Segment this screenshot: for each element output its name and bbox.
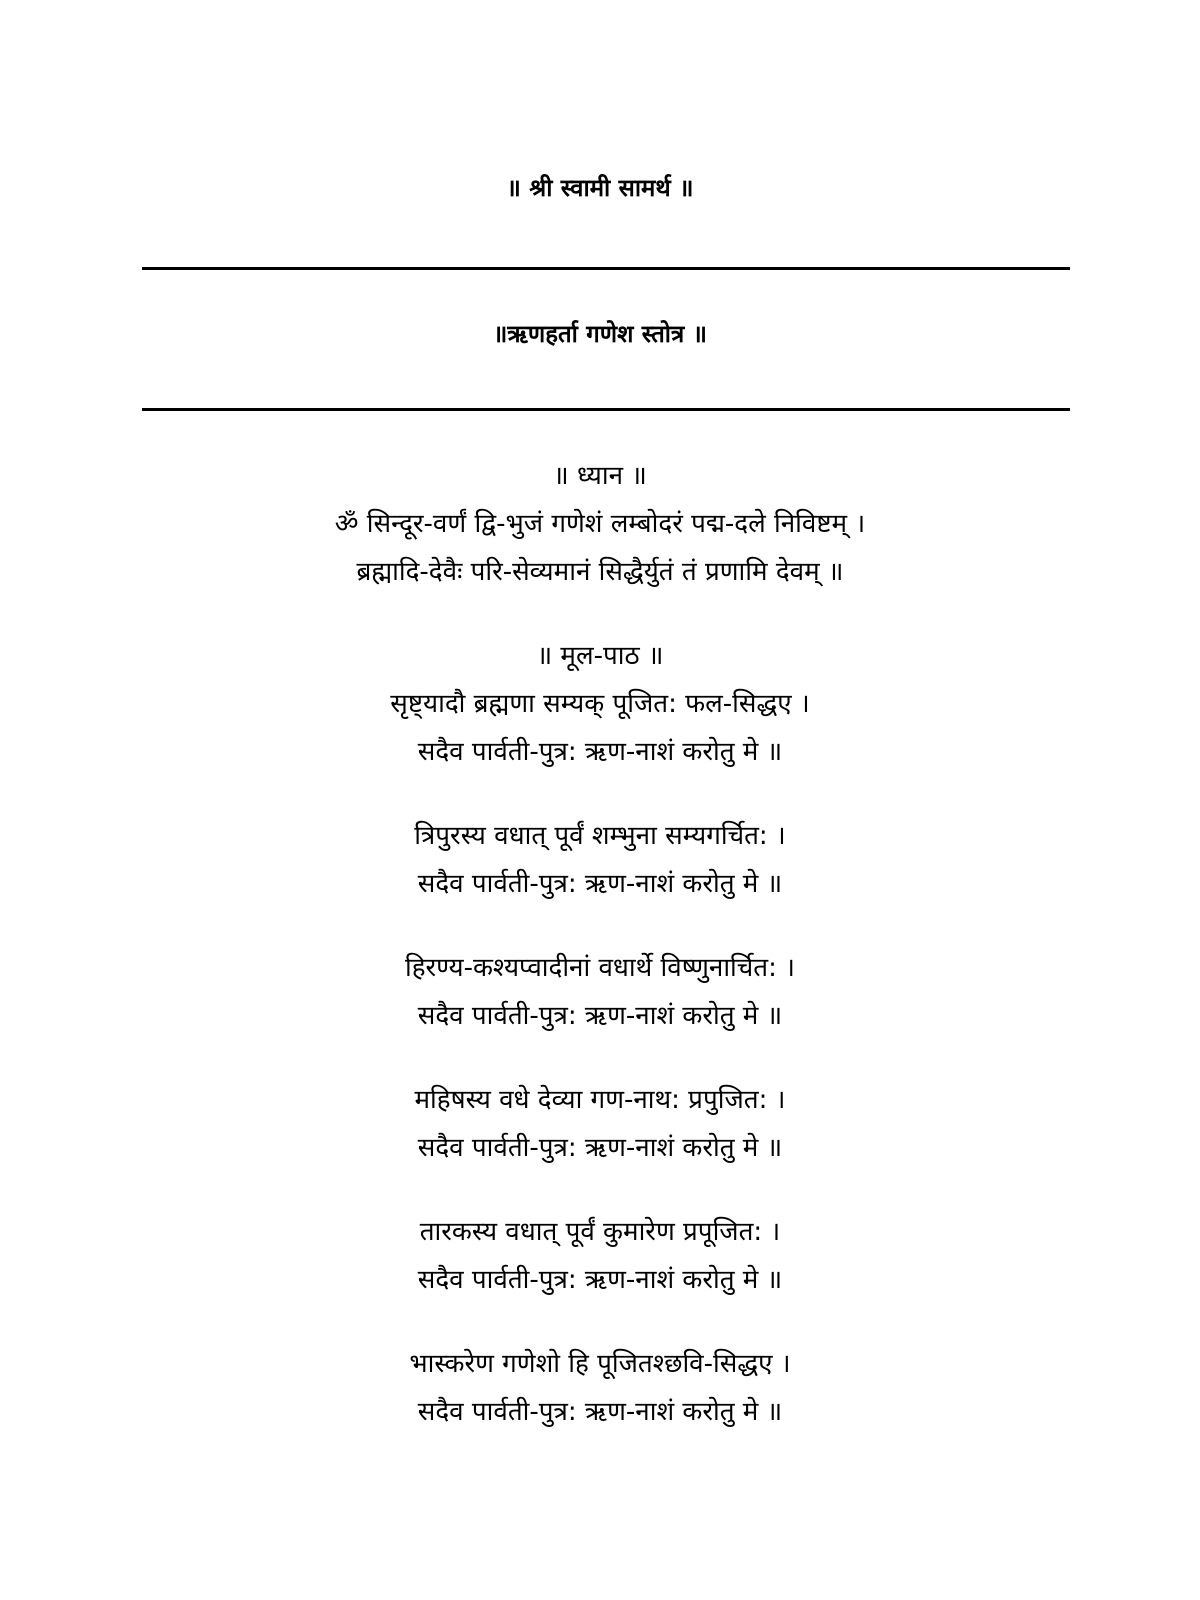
verse [0,812,1200,908]
verse-line-1: सृष्ट्यादौ ब्रह्मणा सम्यक् पूजित: फल-सिद्धए । [390,689,810,719]
verse-line-1: त्रिपुरस्य वधात् पूर्वं शम्भुना सम्यगर्चित: । [414,821,786,851]
bottom-divider [142,408,1070,411]
verse-line-1: महिषस्य वधे देव्या गण-नाथ: प्रपुजित: । [414,1085,786,1115]
moola-path-heading: ॥ मूल-पाठ ॥ [536,641,664,671]
page-header-title: ॥ श्री स्वामी सामर्थ ॥ [506,174,694,202]
dhyana-section [0,452,1200,596]
verse [0,680,1200,776]
verse-line-1: भास्करेण गणेशो हि पूजितश्छवि-सिद्धए । [409,1349,791,1379]
top-divider [142,267,1070,270]
verse [0,1076,1200,1172]
stotra-body [0,452,1200,1436]
verse-refrain: सदैव पार्वती-पुत्र: ऋण-नाशं करोतु मे ॥ [417,1265,783,1295]
verse-refrain: सदैव पार्वती-पुत्र: ऋण-नाशं करोतु मे ॥ [417,1133,783,1163]
verse-line-1: तारकस्य वधात् पूर्वं कुमारेण प्रपूजित: । [419,1217,781,1247]
verse [0,1340,1200,1436]
verse-refrain: सदैव पार्वती-पुत्र: ऋण-नाशं करोतु मे ॥ [417,1397,783,1427]
verse [0,1208,1200,1304]
verse-refrain: सदैव पार्वती-पुत्र: ऋण-नाशं करोतु मे ॥ [417,1001,783,1031]
stotra-title: ॥ऋणहर्ता गणेश स्तोत्र ॥ [493,320,707,348]
dhyana-line: ॐ सिन्दूर-वर्णं द्वि-भुजं गणेशं लम्बोदरं पद्म-दले निविष्टम् । [334,509,866,539]
verse-refrain: सदैव पार्वती-पुत्र: ऋण-नाशं करोतु मे ॥ [417,869,783,899]
verse-refrain: सदैव पार्वती-पुत्र: ऋण-नाशं करोतु मे ॥ [417,737,783,767]
dhyana-line: ब्रह्मादि-देवैः परि-सेव्यमानं सिद्धैर्युतं तं प्रणामि देवम् ॥ [356,557,844,587]
verse [0,944,1200,1040]
verse-line-1: हिरण्य-कश्यप्वादीनां वधार्थे विष्णुनार्चित: । [404,953,796,983]
moola-path-section [0,632,1200,1436]
dhyana-heading: ॥ ध्यान ॥ [553,461,647,491]
